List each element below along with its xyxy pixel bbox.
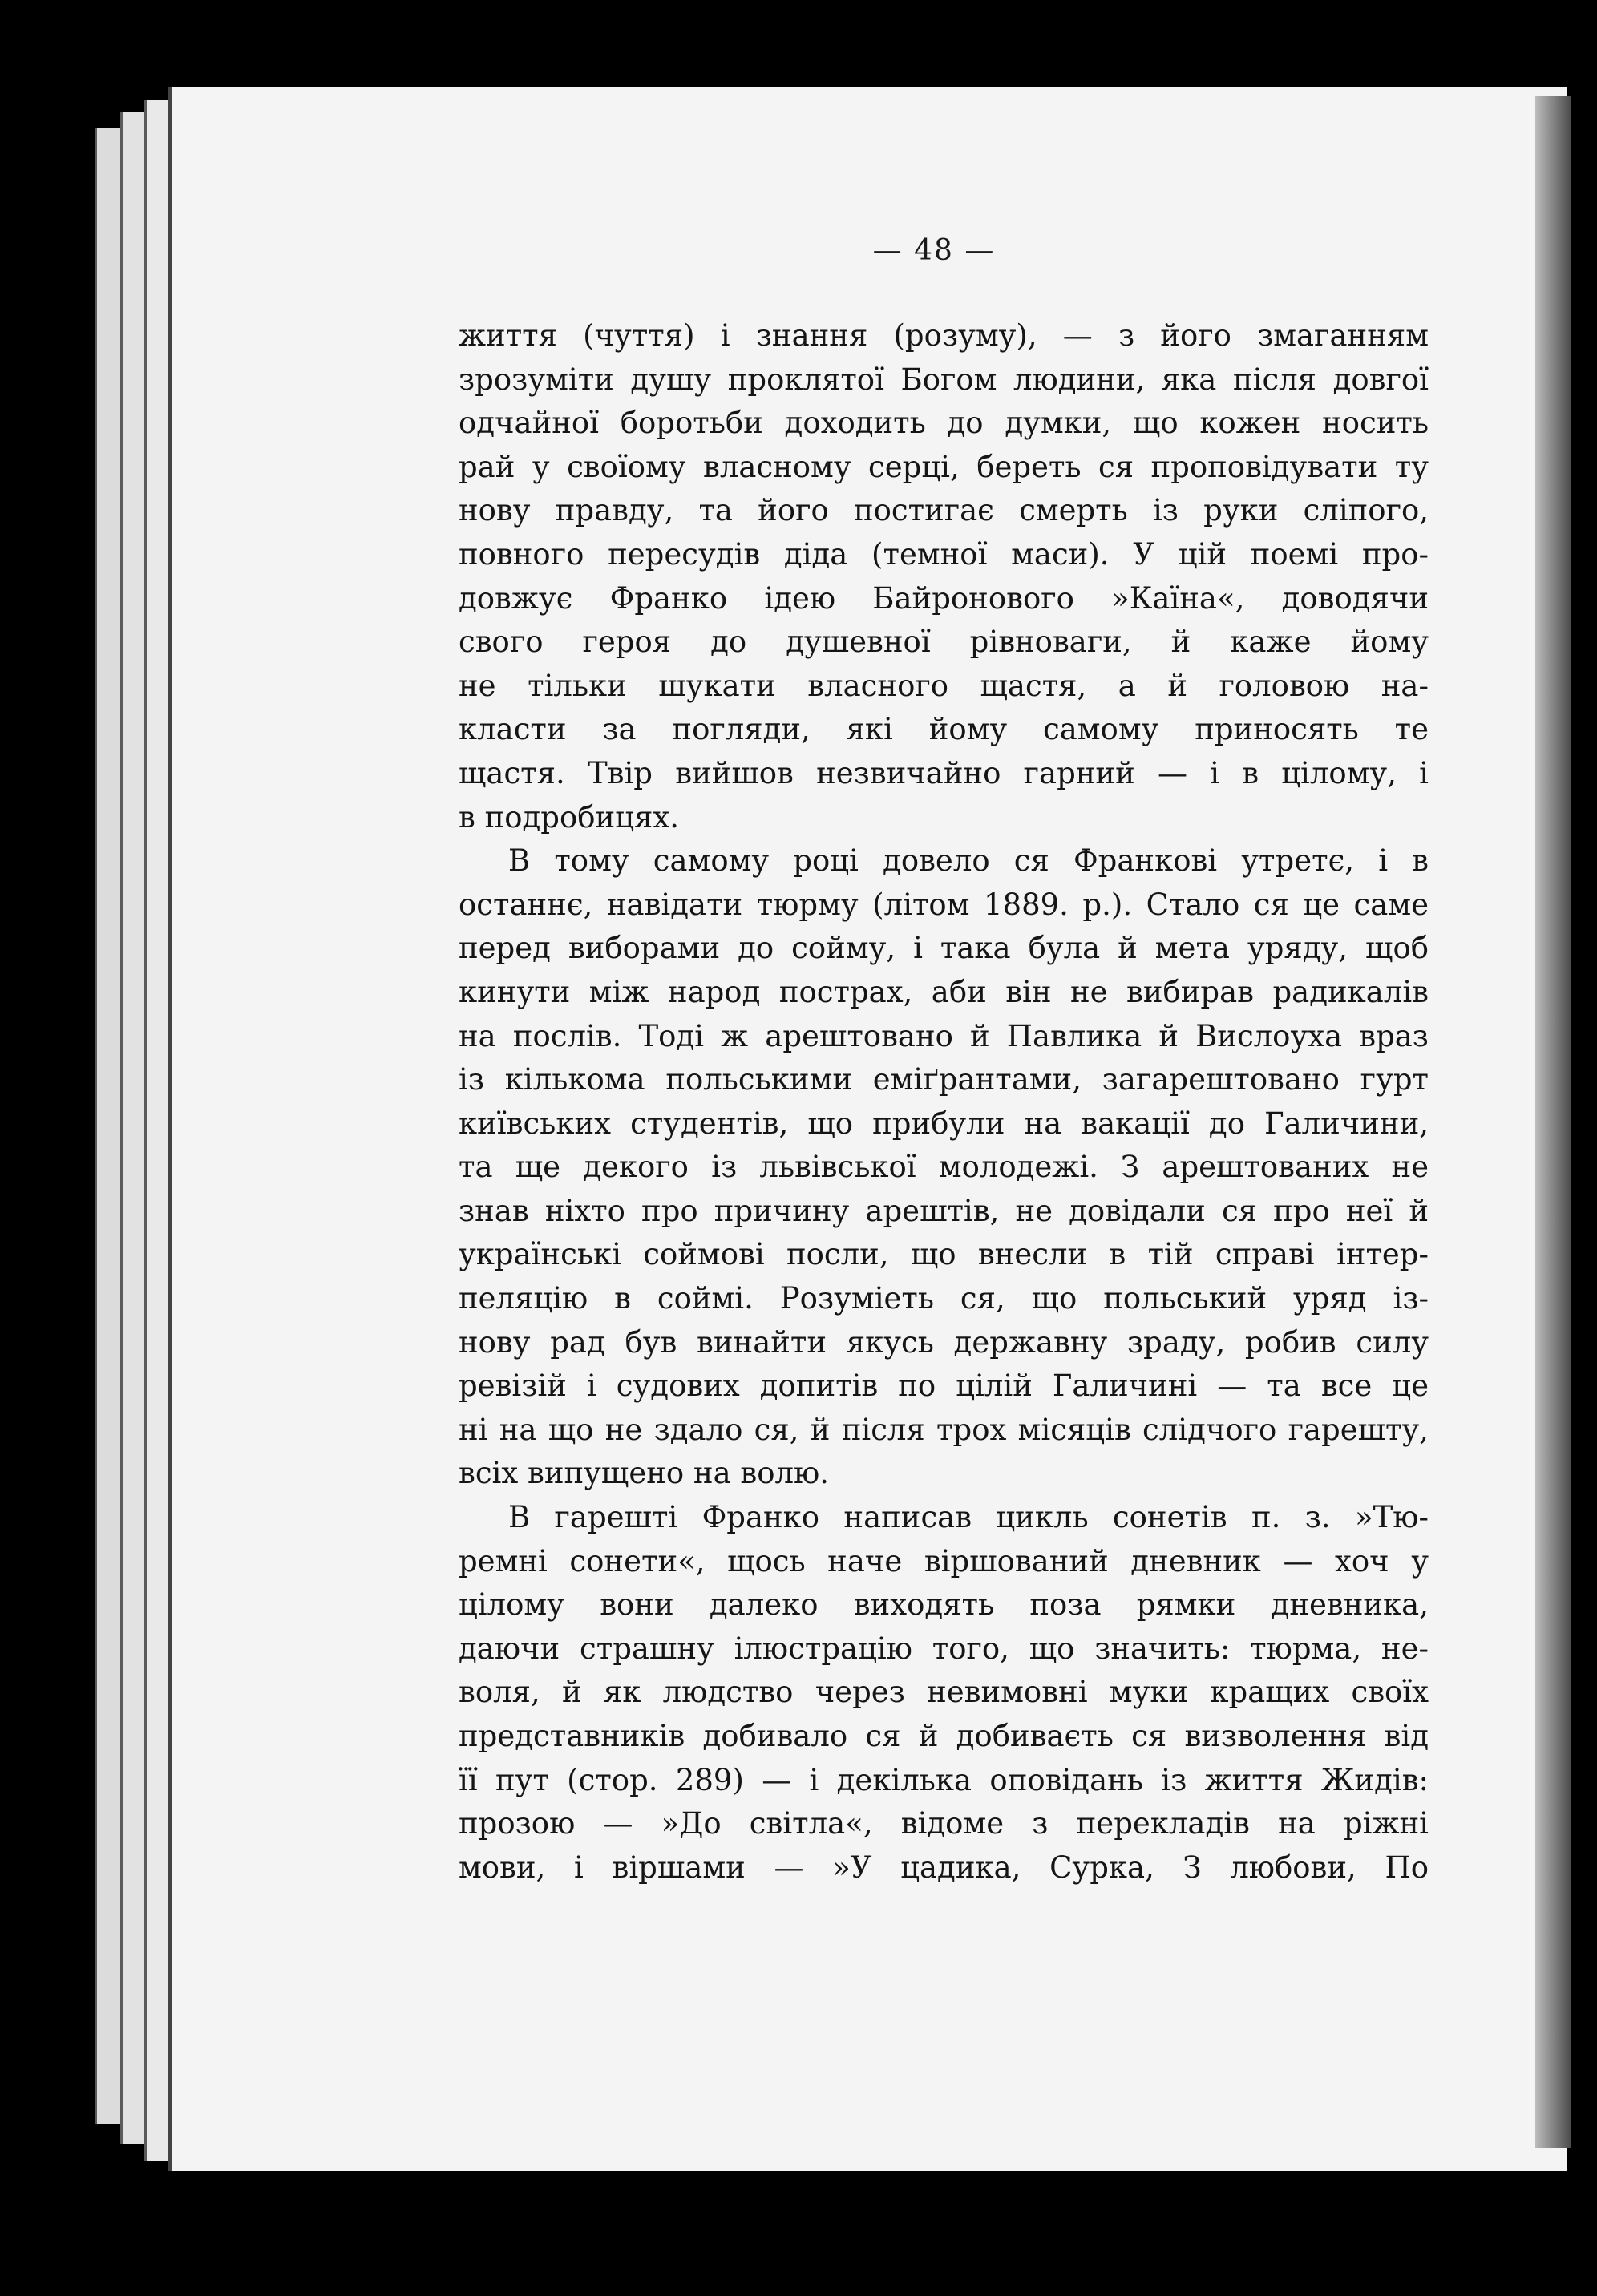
text-line: та ще декого із львівської молодежі. З арештованих не: [459, 1150, 1429, 1185]
text-line: ні на що не здало ся, й після трох місяців слідчого гарешту,: [459, 1412, 1429, 1447]
text-line: всіх випущено на волю.: [459, 1456, 829, 1491]
text-line: даючи страшну ілюстрацію того, що значить: тюрма, не-: [459, 1631, 1429, 1666]
body-text: [459, 314, 1429, 1890]
text-line: свого героя до душевної рівноваги, й каже йому: [459, 625, 1429, 660]
text-line: В гарешті Франко написав цикль сонетів п. з. »Тю-: [508, 1500, 1429, 1535]
text-line: життя (чуття) і знання (розуму), — з його змаганням: [459, 318, 1429, 353]
text-line: українські соймові посли, що внесли в тій справі інтер-: [459, 1237, 1429, 1272]
text-line: повного пересудів діда (темної маси). У цій поемі про-: [459, 536, 1429, 572]
text-line: в подробицях.: [459, 799, 679, 835]
text-line: ревізій і судових допитів по цілій Галичині — та все це: [459, 1368, 1429, 1404]
text-line: зрозуміти душу проклятої Богом людини, яка після довгої: [459, 362, 1429, 397]
text-line: представників добивало ся й добиваєть ся визволення від: [459, 1719, 1429, 1753]
page-spine-shadow: [1535, 96, 1571, 2148]
text-line: цілому вони далеко виходять поза рямки дневника,: [459, 1587, 1429, 1623]
text-line: класти за погляди, які йому самому приносять те: [459, 712, 1429, 747]
text-line: одчайної боротьби доходить до думки, що кожен носить: [459, 406, 1429, 441]
text-line: перед виборами до сойму, і така була й мета уряду, щоб: [459, 931, 1429, 966]
text-line: нову правду, та його постигає смерть із руки сліпого,: [459, 493, 1429, 528]
text-line: останнє, навідати тюрму (літом 1889. р.). Стало ся це саме: [459, 887, 1429, 922]
text-line: київських студентів, що прибули на вакації до Галичини,: [459, 1106, 1429, 1141]
text-line: ремні сонети«, щось наче віршований дневник — хоч у: [459, 1543, 1429, 1578]
text-line: нову рад був винайти якусь державну зраду, робив силу: [459, 1324, 1429, 1360]
text-line: рай у своїому власному серці, береть ся проповідувати ту: [459, 449, 1429, 484]
text-line: прозою — »До світла«, відоме з перекладів на ріжні: [459, 1806, 1429, 1841]
text-line: на послів. Тоді ж арештовано й Павлика й Вислоуха враз: [459, 1018, 1429, 1053]
text-line: із кількома польськими еміґрантами, загарештовано гурт: [459, 1062, 1429, 1097]
text-line: пеляцію в соймі. Розуміеть ся, що польський уряд із-: [459, 1281, 1429, 1316]
text-line: довжує Франко ідею Байронового »Каїна«, доводячи: [459, 580, 1429, 616]
text-line: щастя. Твір вийшов незвичайно гарний — і в цілому, і: [459, 755, 1429, 790]
text-line: воля, й як людство через невимовні муки кращих своїх: [459, 1675, 1429, 1710]
text-line: кинути між народ пострах, аби він не вибирав радикалів: [459, 974, 1429, 1009]
text-line: її пут (стор. 289) — і декілька оповідань із життя Жидів:: [459, 1762, 1429, 1797]
text-line: не тільки шукати власного щастя, а й головою на-: [459, 668, 1429, 703]
text-line: мови, і віршами — »У цадика, Сурка, З любови, По: [459, 1849, 1429, 1885]
text-line: В тому самому році довело ся Франкові утретє, і в: [508, 843, 1429, 879]
text-line: знав ніхто про причину арештів, не довідали ся про неї й: [459, 1193, 1429, 1228]
page-number: — 48 —: [872, 234, 996, 267]
